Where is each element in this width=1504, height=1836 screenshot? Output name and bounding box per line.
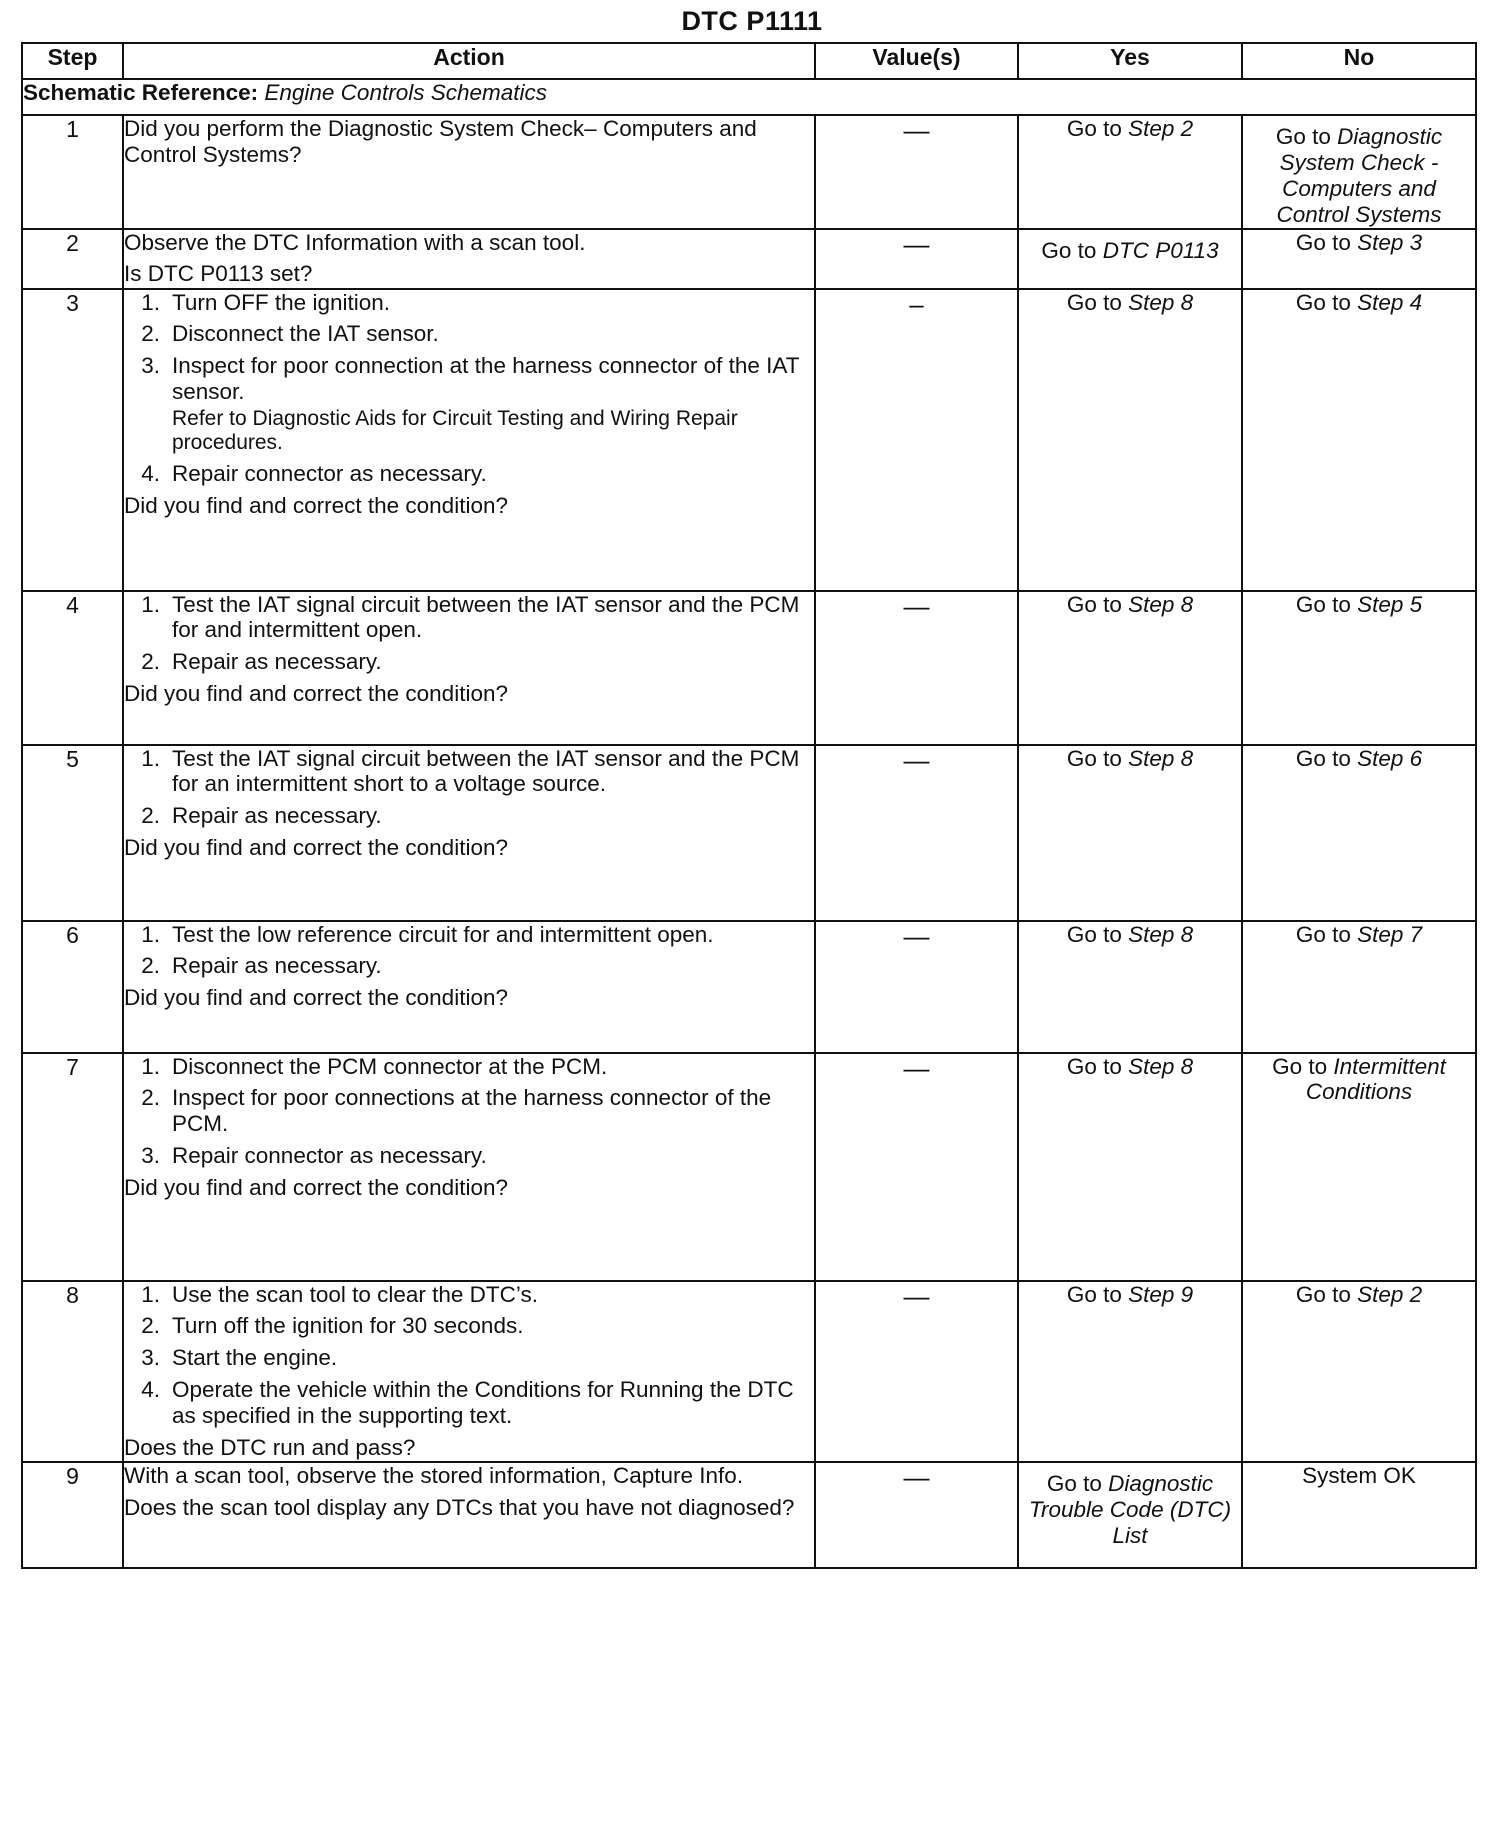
action-cell <box>123 1053 815 1281</box>
no-prefix: Go to <box>1295 289 1351 315</box>
action-step-text: Repair as necessary. <box>172 803 382 829</box>
step-number: 6 <box>22 921 123 1053</box>
action-step-text: Turn OFF the ignition. <box>172 289 391 315</box>
no-prefix: Go to <box>1272 1053 1328 1079</box>
step-number: 8 <box>22 1281 123 1462</box>
action-step-number: 2. <box>141 1313 160 1339</box>
action-intro: With a scan tool, observe the stored information, Capture Info. <box>124 1462 744 1488</box>
action-step-text: Inspect for poor connections at the harness connector of the PCM. <box>172 1085 772 1137</box>
table-row <box>22 591 1476 745</box>
action-step-note: Refer to Diagnostic Aids for Circuit Testing and Wiring Repair procedures. <box>172 407 738 455</box>
no-link[interactable]: Diagnostic System Check - Computers and Control Systems <box>1276 124 1443 227</box>
action-step-text: Repair connector as necessary. <box>172 461 487 487</box>
schematic-reference <box>22 79 1476 115</box>
yes-cell <box>1018 591 1242 745</box>
action-question: Did you find and correct the condition? <box>124 835 508 861</box>
action-steps <box>124 1282 814 1435</box>
action-step-number: 2. <box>141 1085 160 1111</box>
action-step-text: Use the scan tool to clear the DTC’s. <box>172 1281 538 1307</box>
value-cell: — <box>815 115 1018 229</box>
action-step-number: 4. <box>141 461 160 487</box>
header-row <box>22 43 1476 79</box>
header-yes: Yes <box>1018 43 1242 79</box>
action-step-item <box>124 953 814 979</box>
action-step-item <box>124 461 814 487</box>
table-row <box>22 115 1476 229</box>
action-step-number: 1. <box>141 745 160 771</box>
action-step-item <box>124 1054 814 1080</box>
no-cell <box>1242 1053 1476 1281</box>
yes-link[interactable]: Diagnostic Trouble Code (DTC) List <box>1028 1470 1232 1548</box>
action-step-item <box>124 649 814 675</box>
action-step-number: 1. <box>141 591 160 617</box>
no-link[interactable]: Step 7 <box>1357 921 1423 947</box>
header-no: No <box>1242 43 1476 79</box>
action-step-number: 2. <box>141 649 160 675</box>
yes-link[interactable]: Step 8 <box>1128 921 1194 947</box>
header-values: Value(s) <box>815 43 1018 79</box>
no-prefix: Go to <box>1295 921 1351 947</box>
no-prefix: Go to <box>1295 745 1351 771</box>
action-cell <box>123 1281 815 1462</box>
yes-link[interactable]: Step 8 <box>1128 745 1194 771</box>
action-step-item <box>124 353 814 455</box>
no-cell <box>1242 115 1476 229</box>
yes-prefix: Go to <box>1041 237 1097 263</box>
action-intro: Did you perform the Diagnostic System Check– Computers and Control Systems? <box>124 116 757 167</box>
action-step-text: Repair as necessary. <box>172 649 382 675</box>
step-number: 9 <box>22 1462 123 1568</box>
action-step-item <box>124 922 814 948</box>
yes-cell <box>1018 1053 1242 1281</box>
action-cell <box>123 745 815 921</box>
step-number: 2 <box>22 229 123 289</box>
yes-cell <box>1018 1462 1242 1568</box>
action-steps <box>124 290 814 494</box>
no-prefix: Go to <box>1275 124 1331 149</box>
action-question: Does the scan tool display any DTCs that you have not diagnosed? <box>124 1494 795 1520</box>
action-step-number: 4. <box>141 1377 160 1403</box>
yes-link[interactable]: Step 8 <box>1128 591 1194 617</box>
action-step-item <box>124 1282 814 1308</box>
action-step-text: Start the engine. <box>172 1345 338 1371</box>
yes-prefix: Go to <box>1066 289 1122 315</box>
action-step-number: 1. <box>141 921 160 947</box>
action-cell <box>123 921 815 1053</box>
value-cell: — <box>815 1281 1018 1462</box>
yes-link[interactable]: Step 8 <box>1128 289 1194 315</box>
yes-cell <box>1018 1281 1242 1462</box>
value-cell: — <box>815 921 1018 1053</box>
action-question: Does the DTC run and pass? <box>124 1434 416 1460</box>
action-step-text: Disconnect the IAT sensor. <box>172 321 439 347</box>
action-step-number: 3. <box>141 353 160 379</box>
yes-link[interactable]: Step 9 <box>1128 1281 1194 1307</box>
value-cell: — <box>815 745 1018 921</box>
no-cell <box>1242 745 1476 921</box>
action-steps <box>124 746 814 836</box>
action-step-text: Test the IAT signal circuit between the IAT sensor and the PCM for and intermittent open. <box>172 591 800 643</box>
no-cell <box>1242 229 1476 289</box>
yes-prefix: Go to <box>1046 1470 1102 1496</box>
action-step-item <box>124 1377 814 1429</box>
action-step-text: Operate the vehicle within the Conditions for Running the DTC as specified in the supporting text. <box>172 1377 794 1428</box>
yes-link[interactable]: Step 8 <box>1128 1053 1194 1079</box>
action-step-item <box>124 290 814 316</box>
action-step-number: 2. <box>141 321 160 347</box>
action-cell <box>123 1462 815 1568</box>
action-step-item <box>124 803 814 829</box>
schematic-reference-row <box>22 79 1476 115</box>
action-step-item <box>124 1313 814 1339</box>
value-cell: — <box>815 229 1018 289</box>
action-step-item <box>124 746 814 798</box>
no-cell <box>1242 1281 1476 1462</box>
action-step-text: Test the low reference circuit for and intermittent open. <box>172 921 714 947</box>
yes-link[interactable]: Step 2 <box>1128 116 1194 141</box>
action-step-number: 3. <box>141 1143 160 1169</box>
step-number: 7 <box>22 1053 123 1281</box>
yes-prefix: Go to <box>1066 591 1122 617</box>
action-step-item <box>124 592 814 644</box>
yes-prefix: Go to <box>1066 1053 1122 1079</box>
no-prefix: Go to <box>1295 591 1351 617</box>
value-cell: — <box>815 1462 1018 1568</box>
yes-prefix: Go to <box>1066 116 1122 141</box>
no-prefix: Go to <box>1295 229 1351 255</box>
value-cell: — <box>815 1053 1018 1281</box>
header-step: Step <box>22 43 123 79</box>
action-step-number: 1. <box>141 289 160 315</box>
yes-link[interactable]: DTC P0113 <box>1102 237 1219 263</box>
action-step-item <box>124 1345 814 1371</box>
action-step-text: Test the IAT signal circuit between the IAT sensor and the PCM for an intermittent short to a voltage source. <box>172 745 800 797</box>
action-step-number: 3. <box>141 1345 160 1371</box>
action-steps <box>124 1054 814 1176</box>
schematic-label: Schematic Reference: <box>23 80 259 105</box>
action-step-number: 1. <box>141 1053 160 1079</box>
no-text: System OK <box>1302 1462 1416 1488</box>
no-cell <box>1242 1462 1476 1568</box>
action-steps <box>124 592 814 682</box>
no-link[interactable]: Intermittent Conditions <box>1305 1053 1446 1105</box>
action-cell <box>123 289 815 591</box>
action-step-text: Repair connector as necessary. <box>172 1143 487 1169</box>
yes-cell <box>1018 229 1242 289</box>
no-link[interactable]: Step 2 <box>1357 1281 1423 1307</box>
value-cell: – <box>815 289 1018 591</box>
action-step-number: 1. <box>141 1281 160 1307</box>
table-row <box>22 229 1476 289</box>
action-step-item <box>124 1085 814 1137</box>
action-intro: Observe the DTC Information with a scan tool. <box>124 229 586 255</box>
page-title: DTC P1111 <box>681 6 823 36</box>
action-step-text: Repair as necessary. <box>172 953 382 979</box>
action-cell <box>123 229 815 289</box>
step-number: 4 <box>22 591 123 745</box>
action-step-text: Disconnect the PCM connector at the PCM. <box>172 1053 608 1079</box>
yes-cell <box>1018 289 1242 591</box>
diagnostic-table <box>21 42 1477 1569</box>
no-link[interactable]: Step 5 <box>1357 591 1423 617</box>
yes-prefix: Go to <box>1066 1281 1122 1307</box>
action-question: Did you find and correct the condition? <box>124 681 508 707</box>
no-prefix: Go to <box>1295 1281 1351 1307</box>
table-row <box>22 1462 1476 1568</box>
schematic-link[interactable]: Engine Controls Schematics <box>264 80 548 105</box>
yes-cell <box>1018 115 1242 229</box>
yes-prefix: Go to <box>1066 921 1122 947</box>
yes-prefix: Go to <box>1066 745 1122 771</box>
action-step-text: Turn off the ignition for 30 seconds. <box>172 1313 524 1339</box>
no-link[interactable]: Step 3 <box>1357 229 1423 255</box>
no-link[interactable]: Step 6 <box>1357 745 1423 771</box>
header-action: Action <box>123 43 815 79</box>
step-number: 5 <box>22 745 123 921</box>
value-cell: — <box>815 591 1018 745</box>
action-step-item <box>124 321 814 347</box>
action-cell <box>123 115 815 229</box>
action-step-item <box>124 1143 814 1169</box>
step-number: 1 <box>22 115 123 229</box>
action-question: Is DTC P0113 set? <box>124 261 313 287</box>
no-cell <box>1242 591 1476 745</box>
no-cell <box>1242 921 1476 1053</box>
action-question: Did you find and correct the condition? <box>124 1175 508 1200</box>
table-row <box>22 289 1476 591</box>
action-cell <box>123 591 815 745</box>
no-cell <box>1242 289 1476 591</box>
action-question: Did you find and correct the condition? <box>124 493 508 519</box>
no-link[interactable]: Step 4 <box>1357 289 1423 315</box>
yes-cell <box>1018 921 1242 1053</box>
table-row <box>22 1053 1476 1281</box>
table-row <box>22 1281 1476 1462</box>
action-steps <box>124 922 814 986</box>
action-step-number: 2. <box>141 953 160 979</box>
table-row <box>22 921 1476 1053</box>
step-number: 3 <box>22 289 123 591</box>
action-step-text: Inspect for poor connection at the harness connector of the IAT sensor. <box>172 353 800 405</box>
action-step-number: 2. <box>141 803 160 829</box>
table-row <box>22 745 1476 921</box>
action-question: Did you find and correct the condition? <box>124 985 508 1011</box>
yes-cell <box>1018 745 1242 921</box>
